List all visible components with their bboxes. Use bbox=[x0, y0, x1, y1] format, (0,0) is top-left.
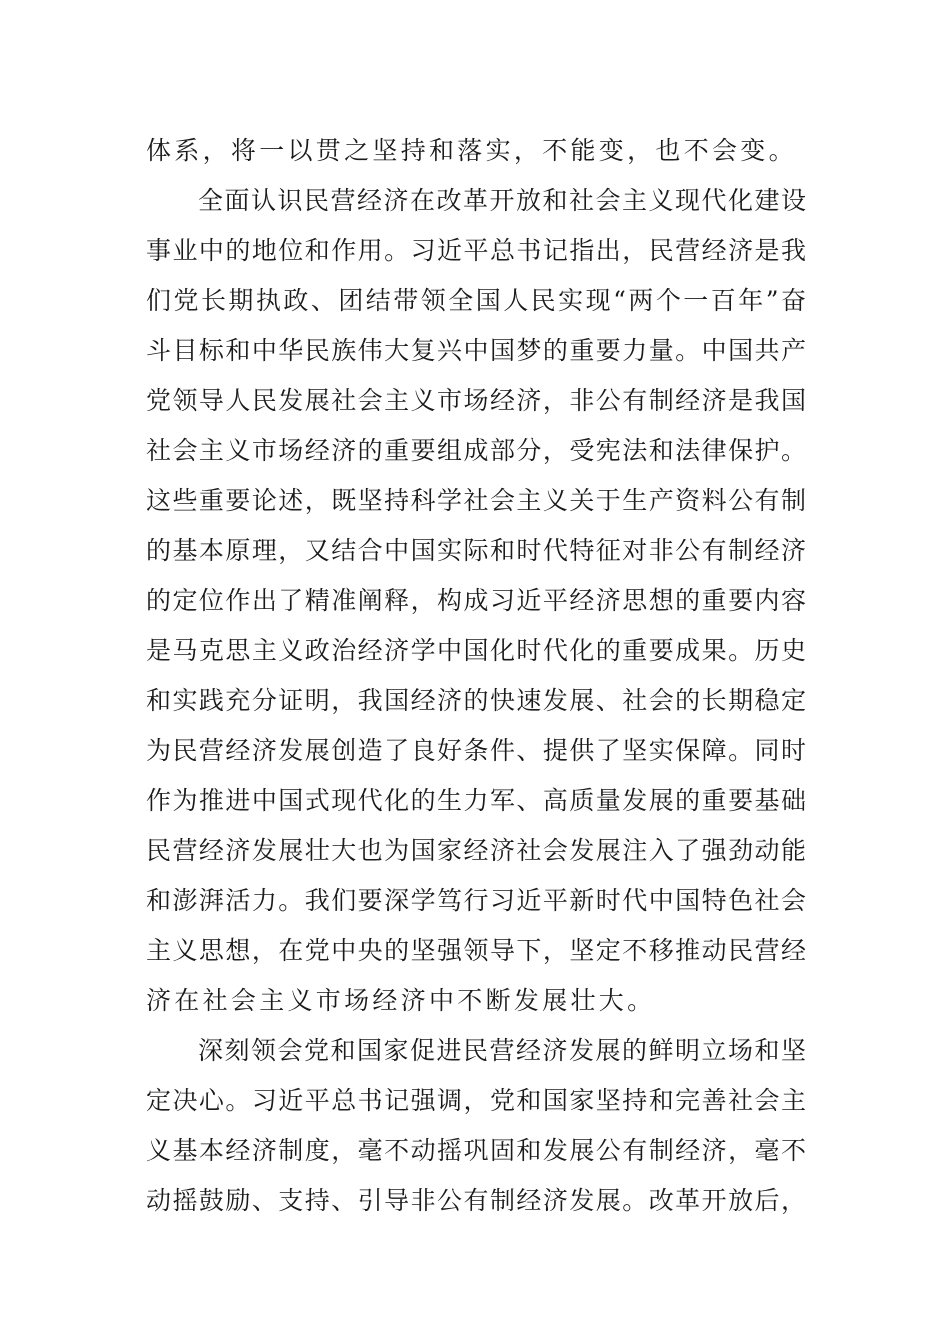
text-line: 和实践充分证明，我国经济的快速发展、社会的长期稳定 bbox=[146, 686, 806, 715]
text-line: 作为推进中国式现代化的生力军、高质量发展的重要基础 bbox=[146, 786, 806, 815]
text-line: 的基本原理，又结合中国实际和时代特征对非公有制经济 bbox=[146, 536, 806, 565]
text-line: 是马克思主义政治经济学中国化时代化的重要成果。历史 bbox=[146, 636, 806, 665]
text-line: 民营经济发展壮大也为国家经济社会发展注入了强劲动能 bbox=[146, 836, 806, 865]
paragraph-first-line: 深刻领会党和国家促进民营经济发展的鲜明立场和坚 bbox=[198, 1036, 806, 1065]
text-line: 社会主义市场经济的重要组成部分，受宪法和法律保护。 bbox=[146, 436, 806, 465]
text-line: 为民营经济发展创造了良好条件、提供了坚实保障。同时 bbox=[146, 736, 806, 765]
text-line: 和澎湃活力。我们要深学笃行习近平新时代中国特色社会 bbox=[146, 886, 806, 915]
text-line: 党领导人民发展社会主义市场经济，非公有制经济是我国 bbox=[146, 386, 806, 415]
document-body bbox=[146, 126, 806, 1226]
text-line: 们党长期执政、团结带领全国人民实现“两个一百年”奋 bbox=[146, 286, 806, 315]
text-line: 体系，将一以贯之坚持和落实，不能变，也不会变。 bbox=[146, 136, 797, 165]
text-line: 事业中的地位和作用。习近平总书记指出，民营经济是我 bbox=[146, 236, 806, 265]
text-line: 定决心。习近平总书记强调，党和国家坚持和完善社会主 bbox=[146, 1086, 806, 1115]
paragraph-first-line: 全面认识民营经济在改革开放和社会主义现代化建设 bbox=[198, 186, 806, 215]
paragraph-last-line: 济在社会主义市场经济中不断发展壮大。 bbox=[146, 986, 656, 1015]
text-line: 主义思想，在党中央的坚强领导下，坚定不移推动民营经 bbox=[146, 936, 806, 965]
text-line: 的定位作出了精准阐释，构成习近平经济思想的重要内容 bbox=[146, 586, 806, 615]
text-line: 义基本经济制度，毫不动摇巩固和发展公有制经济，毫不 bbox=[146, 1136, 806, 1165]
text-line: 动摇鼓励、支持、引导非公有制经济发展。改革开放后， bbox=[146, 1186, 806, 1215]
text-line: 斗目标和中华民族伟大复兴中国梦的重要力量。中国共产 bbox=[146, 336, 806, 365]
text-line: 这些重要论述，既坚持科学社会主义关于生产资料公有制 bbox=[146, 486, 806, 515]
